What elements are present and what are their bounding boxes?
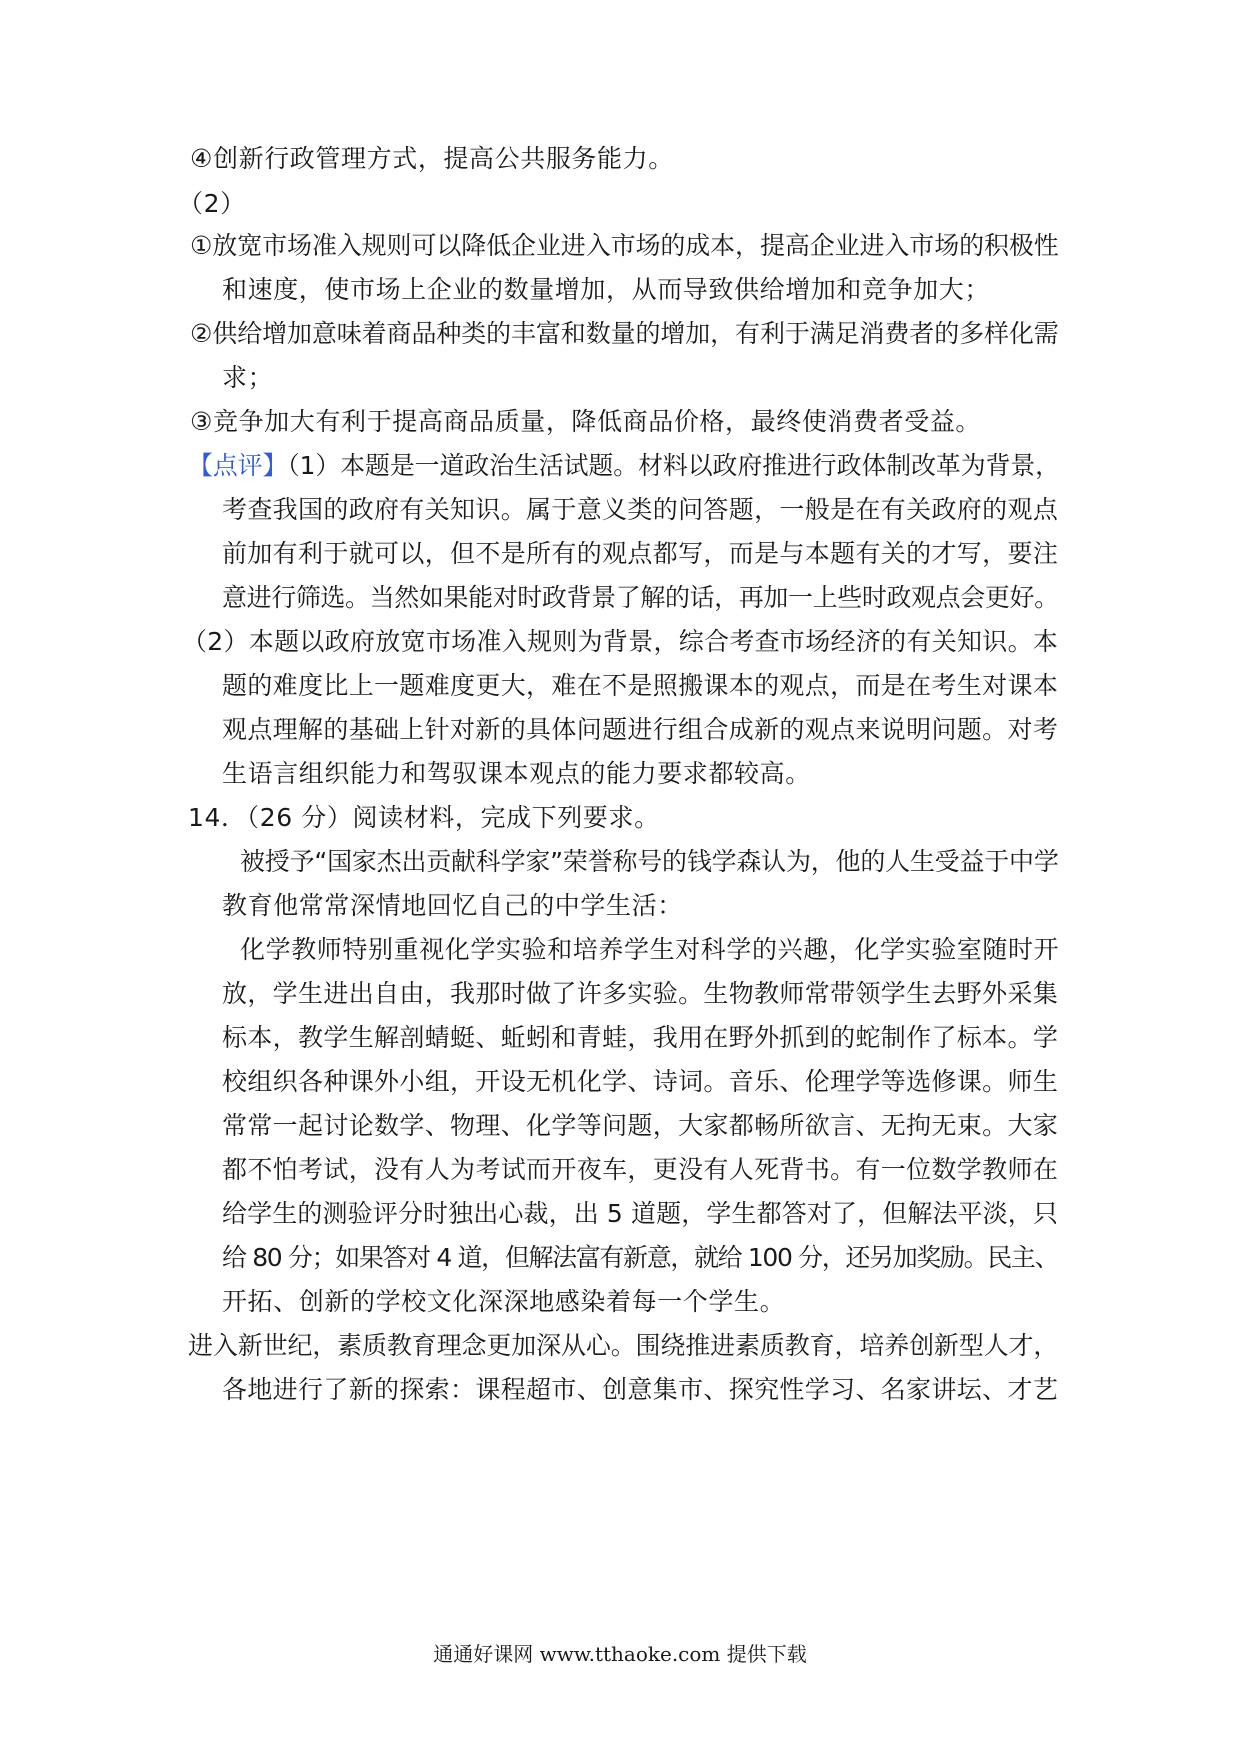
comment-line-1 xyxy=(188,450,1060,482)
answer-2-point-2: ②供给增加意味着商品种类的丰富和数量的增加，有利于满足消费者的多样化需 xyxy=(190,319,1059,348)
answer-2-point-2-cont: 求； xyxy=(222,363,274,392)
material-line-5: 标本，教学生解剖蜻蜓、蚯蚓和青蛙，我用在野外抓到的蛇制作了标本。学 xyxy=(222,1023,1059,1052)
material-line-1: 被授予“国家杰出贡献科学家”荣誉称号的钱学森认为，他的人生受益于中学 xyxy=(240,847,1059,876)
material-line-9: 给学生的测验评分时独出心裁，出 5 道题，学生都答对了，但解法平淡，只 xyxy=(222,1199,1059,1228)
material-line-11: 开拓、创新的学校文化深深地感染着每一个学生。 xyxy=(222,1287,786,1316)
answer-line-4: ④创新行政管理方式，提高公共服务能力。 xyxy=(190,144,674,173)
comment-line-6: 题的难度比上一题难度更大，难在不是照搬课本的观点，而是在考生对课本 xyxy=(222,671,1059,700)
answer-2-point-1-cont: 和速度，使市场上企业的数量增加，从而导致供给增加和竞争加大； xyxy=(222,275,991,304)
material-line-3: 化学教师特别重视化学实验和培养学生对科学的兴趣，化学实验室随时开 xyxy=(240,935,1060,964)
material-line-2: 教育他常常深情地回忆自己的中学生活： xyxy=(222,891,683,920)
material-line-8: 都不怕考试，没有人为考试而开夜车，更没有人死背书。有一位数学教师在 xyxy=(222,1155,1059,1184)
comment-text: （1）本题是一道政治生活试题。材料以政府推进行政体制改革为背景， xyxy=(287,451,1061,480)
subquestion-2-label: （2） xyxy=(178,189,246,218)
material-line-13: 各地进行了新的探索：课程超市、创意集市、探究性学习、名家讲坛、才艺 xyxy=(222,1375,1059,1404)
comment-line-5: （2）本题以政府放宽市场准入规则为背景，综合考查市场经济的有关知识。本 xyxy=(182,627,1059,656)
material-line-6: 校组织各种课外小组，开设无机化学、诗词。音乐、伦理学等选修课。师生 xyxy=(222,1067,1059,1096)
comment-line-3: 前加有利于就可以，但不是所有的观点都写，而是与本题有关的才写，要注 xyxy=(222,539,1059,568)
question-14-title: 14．（26 分）阅读材料，完成下列要求。 xyxy=(188,803,660,832)
material-line-7: 常常一起讨论数学、物理、化学等问题，大家都畅所欲言、无拘无束。大家 xyxy=(222,1111,1059,1140)
material-line-4: 放，学生进出自由，我那时做了许多实验。生物教师常带领学生去野外采集 xyxy=(222,979,1059,1008)
comment-line-7: 观点理解的基础上针对新的具体问题进行组合成新的观点来说明问题。对考 xyxy=(222,715,1059,744)
comment-line-4: 意进行筛选。当然如果能对时政背景了解的话，再加一上些时政观点会更好。 xyxy=(222,583,1059,612)
material-line-12: 进入新世纪，素质教育理念更加深从心。围绕推进素质教育，培养创新型人才， xyxy=(188,1331,1059,1360)
answer-2-point-1: ①放宽市场准入规则可以降低企业进入市场的成本，提高企业进入市场的积极性 xyxy=(190,231,1059,260)
material-line-10: 给 80 分；如果答对 4 道，但解法富有新意，就给 100 分，还另加奖励。民主、 xyxy=(222,1243,1059,1272)
comment-line-8: 生语言组织能力和驾驭课本观点的能力要求都较高。 xyxy=(222,759,811,788)
comment-line-2: 考查我国的政府有关知识。属于意义类的问答题，一般是在有关政府的观点 xyxy=(222,495,1059,524)
page-footer: 通通好课网 www.tthaoke.com 提供下载 xyxy=(433,1642,807,1666)
answer-2-point-3: ③竞争加大有利于提高商品质量，降低商品价格，最终使消费者受益。 xyxy=(190,407,982,436)
comment-label: 【点评】 xyxy=(188,451,288,480)
